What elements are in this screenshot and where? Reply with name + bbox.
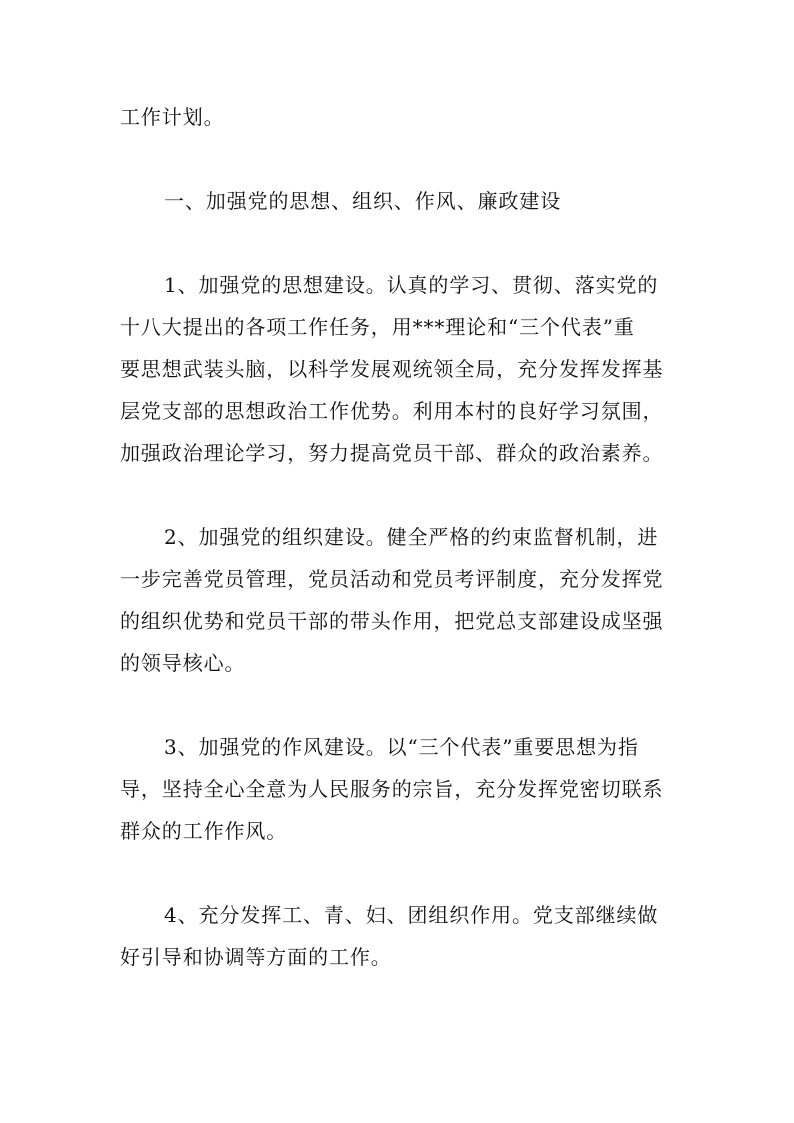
text-line: 工作计划。	[120, 105, 225, 129]
paragraph-2-line: 的组织优势和党员干部的带头作用，把党总支部建设成坚强	[120, 609, 664, 633]
paragraph-3-line: 3、加强党的作风建设。以“三个代表”重要思想为指	[164, 735, 639, 759]
paragraph-1-line: 十八大提出的各项工作任务，用***理论和“三个代表”重	[120, 315, 635, 339]
paragraph-1-line: 层党支部的思想政治工作优势。利用本村的良好学习氛围，	[120, 399, 664, 423]
paragraph-4-line: 好引导和协调等方面的工作。	[120, 945, 392, 969]
paragraph-4-line: 4、充分发挥工、青、妇、团组织作用。党支部继续做	[164, 903, 659, 927]
paragraph-2-line: 一步完善党员管理，党员活动和党员考评制度，充分发挥党	[120, 567, 664, 591]
section-heading: 一、加强党的思想、组织、作风、廉政建设	[164, 189, 562, 213]
paragraph-2-line: 的领导核心。	[120, 651, 246, 675]
paragraph-3-line: 群众的工作作风。	[120, 819, 288, 843]
paragraph-3-line: 导，坚持全心全意为人民服务的宗旨，充分发挥党密切联系	[120, 777, 664, 801]
paragraph-1-line: 1、加强党的思想建设。认真的学习、贯彻、落实党的	[164, 273, 659, 297]
paragraph-1-line: 要思想武装头脑，以科学发展观统领全局，充分发挥发挥基	[120, 357, 664, 381]
paragraph-2-line: 2、加强党的组织建设。健全严格的约束监督机制，进	[164, 525, 659, 549]
paragraph-1-line: 加强政治理论学习，努力提高党员干部、群众的政治素养。	[120, 441, 664, 465]
